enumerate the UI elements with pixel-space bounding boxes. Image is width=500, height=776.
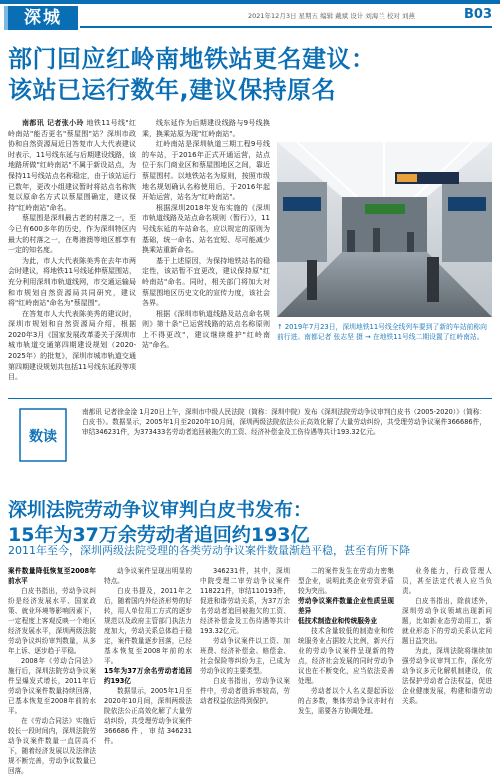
paragraph: 红岭南站是深圳轨道三期工程9号线的车站，于2016年正式开通运营，站点位于东门商业区和蔡屋围地区之间，靠近蔡屋围村。以地铁站名为原则，按照市级地名规划确认名称使用后，于2016年起开始运营，站名为"红岭南站"。 xyxy=(142,140,270,202)
article2-subhead: 2011年至今，深圳两级法院受理的各类劳动争议案件数量渐趋平稳，甚至有所下降 xyxy=(8,544,410,557)
paragraph: 白皮书提及，2011年之后，随着国内外经济形势的好转，用人单位用工方式的逐步规范以及政府主管部门执法力度加大，劳动关系总体趋于稳定，案件数量逐步回落，已经基本恢复至2008年前的水平。 xyxy=(104,587,192,665)
metro-station-photo xyxy=(277,142,492,317)
paragraph: 技术含量较低的制造业和传统服务业占据较大比例，新兴行业的劳动争议案件呈现新的特点，经济社会发展的同时劳动争议也在不断变化，应当依法妥善处理。 xyxy=(298,627,394,685)
summary-box xyxy=(8,398,492,472)
paragraph: 白皮书指出，劳动争议纠纷是经济发展水平、国家政策、就业环境等影响因素下，一定程度上客观反映一个地区经济发展水平，深圳两级法院劳动争议纠纷审判数量，从多年上诉、逐步趋于平稳。 xyxy=(8,587,96,655)
article2-column-4 xyxy=(298,566,394,746)
paragraph: 在《劳动合同法》实施后较长一段时间内，深圳法院劳动争议案件数量一直居高不下，随着经济发展以及法律法规不断完善，劳动争议数量已回落。 xyxy=(8,717,96,775)
article1-headline xyxy=(8,44,498,106)
paragraph: 根据《深圳市轨道线路及站点命名规则》第十条"已运营线路的站点名称原则上不得更改"，建议继续维护"红岭南站"命名。 xyxy=(142,309,270,350)
header-rule xyxy=(80,26,492,28)
article2-headline xyxy=(8,498,498,548)
paragraph: 基于上述原因，为保持地铁站名的稳定性，该站暂不宜更改，建议保持原"红岭南站"命名。同时，相关部门将加大对蔡屋围地区历史文化的宣传力度，该社会各界。 xyxy=(142,256,270,308)
article1-column-2 xyxy=(142,118,270,396)
paragraph: 白皮书指出，劳动争议案件中，劳动者胜诉率较高，劳动者权益依法得到保护。 xyxy=(200,677,290,705)
article2-column-3 xyxy=(200,566,290,746)
section-heading: 劳动争议案件数量企业性质呈现差异 xyxy=(298,597,394,615)
headline-line-2: 15年为37万余劳动者追回约193亿 xyxy=(8,524,310,546)
section-label: 深城 xyxy=(8,6,78,30)
paragraph: 为此，深圳法院将继续加强劳动争议审判工作，深化劳动争议多元化解机制建设，依法保护劳动者合法权益，促进企业健康发展，构建和谐劳动关系。 xyxy=(402,647,492,705)
paragraph: 在答复市人大代表陈美秀的建议时，深圳市规划和自然资源局介绍，根据2020年3月《国家发展改革委关于深圳市城市轨道交通第四期建设规划（2020-2025年）的批复》，深圳市城市轨道交通第四期建设规划共包括11号线东延段等项目。 xyxy=(8,309,136,382)
paragraph: 线东延作为后期建设线路与9号线换乘，换乘站原为现"红岭南站"。 xyxy=(142,119,270,138)
section-heading: 低技术制造业和传统服务业 xyxy=(298,617,378,625)
headline-line-2: 该站已运行数年,建议保持原名 xyxy=(8,76,337,104)
section-heading: 15年为37万余名劳动者追回约193亿 xyxy=(104,667,192,685)
page-header xyxy=(0,0,500,30)
paragraph: 为此，市人大代表陈美秀在去年市两会时建议，将地铁11号线延伸蔡屋围站，充分利用深圳市轨道线网，市交通运输局和市规划自然资源局共同研究，建议将"红岭南站"命名为"蔡屋围"。 xyxy=(8,256,136,308)
paragraph: 业务能力，行政管理人员，甚至法定代表人应当负责。 xyxy=(402,567,492,595)
article2-column-2 xyxy=(104,566,192,746)
summary-text: 南都讯 记者徐金淦 1月20日上午，深圳市中级人民法院（简称：深圳中院）发布《深圳法院劳动争议审判白皮书（2005-2020）》（简称：白皮书）。数据显示，2005年1月至2020年10月间，深圳两级法院依法公正高效化解了大量劳动纠纷，共受理劳动争议案件366686件，审结346231件，为373433名劳动者追回被拖欠的工资、经济补偿金及工伤待遇等共计193.32亿元。 xyxy=(82,408,486,436)
article2-column-1 xyxy=(8,566,96,775)
paragraph: 动争议案件呈现出明显的特点。 xyxy=(104,567,192,585)
headline-line-1: 部门回应红岭南地铁站更名建议： xyxy=(8,45,376,73)
summary-label: 数读 xyxy=(29,429,57,445)
byline: 南都讯 记者张小玲 xyxy=(22,119,84,127)
paragraph: 劳动争议案件以工资、加班费、经济补偿金、赔偿金、社会保险等纠纷为主，已成为劳动争议的主要类型。 xyxy=(200,637,290,675)
headline-line-1: 深圳法院劳动争议审判白皮书发布： xyxy=(8,499,313,521)
photo-caption: ↑ 2019年7月23日，深圳地铁11号线全线列车要到了新的车站前称向前行进。南都记者 张志坚 摄 → 在地铁11号线二期设置了红岭南站。 xyxy=(277,323,487,341)
paragraph: 346231件，其中，深圳中院受理二审劳动争议案件118221件，审结110193件，促进和谐劳动关系，为37万余名劳动者追回被拖欠的工资、经济补偿金及工伤待遇等共计193.32亿元。 xyxy=(200,567,290,635)
paragraph: 二的案件发生在劳动力密集型企业，说明此类企业劳资矛盾较为突出。 xyxy=(298,567,394,595)
photo-illustration xyxy=(277,142,492,317)
paragraph: 数据显示，2005年1月至2020年10月间，深圳两级法院依法公正高效化解了大量劳动纠纷，共受理劳动争议案件366686件，审结346231件。 xyxy=(104,687,192,745)
page-number: B03 xyxy=(464,7,492,22)
issue-info: 2021年12月3日 星期五 编辑 戴斌 设计 刘海兰 校对 刘燕 xyxy=(248,12,415,20)
header-top-rule xyxy=(0,0,500,4)
section-heading: 案件数量降低恢复至2008年前水平 xyxy=(8,567,96,585)
paragraph: 地铁11号线"红岭南站"能否更名"蔡屋围"站？深圳市政协和自然资源局近日答复市人大代表建议时表示，11号线东延与后期建设线路，该地路所做"红岭南站"不属于新设站点，为保持11号线站点名称稳定，由于该站运行已数年，更改小组建议暂时将站点名称恢复以原命名方式以蔡屋围确定，建议保持"红岭南站"命名。 xyxy=(8,119,136,212)
article2-column-5 xyxy=(402,566,492,746)
paragraph: 蔡屋围是深圳最古老的村落之一，至今已有600多年的历史，作为深圳特区内最大的村落之一，在粤港澳等地区都享有一定的知名度。 xyxy=(8,214,136,255)
paragraph: 白皮书指出，除前述外，深圳劳动争议领域出现新问题，比如新业态劳动用工，新就业形态下的劳动关系认定问题日益突出。 xyxy=(402,597,492,645)
paragraph: 2008年《劳动合同法》施行后，深圳法院劳动争议案件呈爆发式增长，2011年后劳动争议案件数量持续回落，已基本恢复至2008年前的水平。 xyxy=(8,657,96,715)
article1-column-1 xyxy=(8,118,136,396)
paragraph: 根据深圳2018年发布实施的《深圳市轨道线路及站点命名规则（暂行）》，11号线东延的车站命名，应以规定的原则为基础，统一命名、站名宜短、尽可能减少换乘站重新命名。 xyxy=(142,203,270,255)
paragraph: 劳动者以个人名义提起诉讼的占多数，集体劳动争议亦时有发生，需要各方协调处理。 xyxy=(298,687,394,715)
summary-label-icon xyxy=(18,407,68,463)
